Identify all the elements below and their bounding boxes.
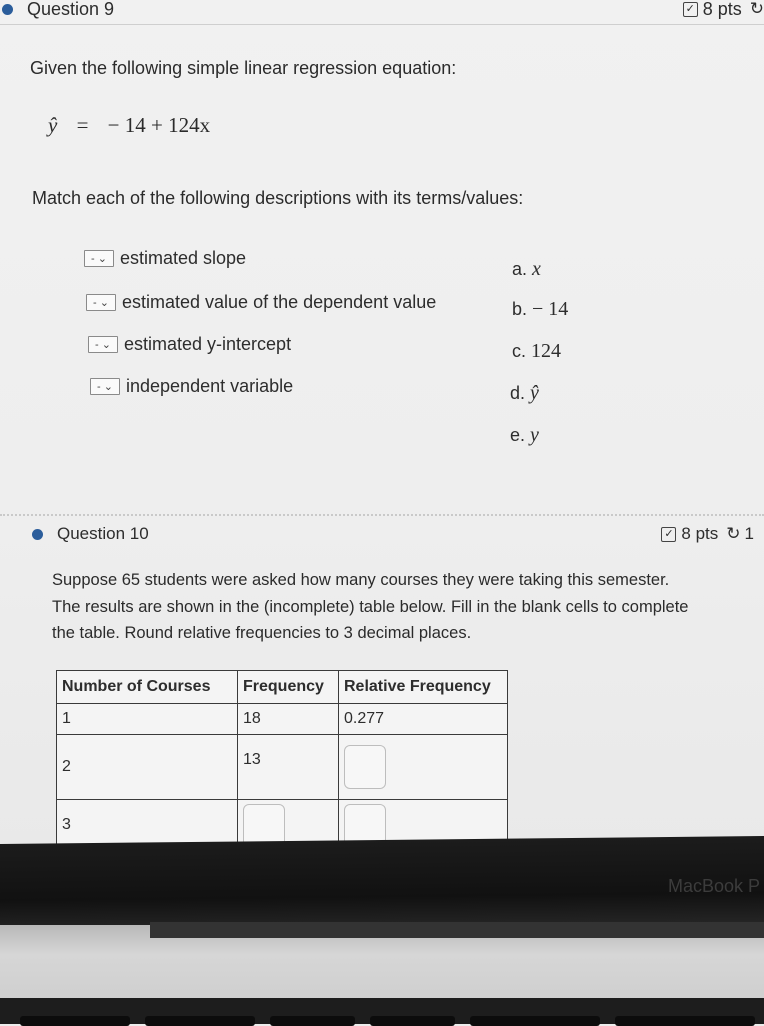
keyboard-key (615, 1016, 755, 1026)
device-brand-label: MacBook P (667, 876, 760, 896)
regression-equation (48, 113, 210, 138)
question-title: Question 10 (57, 524, 149, 543)
courses-cell: 3 (57, 800, 238, 851)
relative-frequency-cell: 0.277 (339, 704, 508, 735)
match-item (86, 292, 436, 313)
equation-equals: = (76, 113, 89, 137)
keyboard-key (470, 1016, 600, 1026)
option-b: b. − 14 (512, 298, 569, 320)
keyboard-key (270, 1016, 355, 1026)
redo-icon[interactable]: ↻ (726, 524, 741, 543)
hinge-shadow (150, 922, 764, 938)
paragraph-line: the table. Round relative frequencies to 3 decimal places. (52, 624, 472, 642)
paragraph-line: The results are shown in the (incomplete) table below. Fill in the blank cells to complete (52, 597, 689, 616)
option-c: c. 124 (512, 340, 562, 362)
relative-frequency-cell (339, 735, 508, 800)
match-item-label: estimated slope (120, 248, 247, 268)
option-e: e. y (510, 424, 539, 446)
redo-icon[interactable]: ↻ (749, 0, 764, 18)
keyboard-key (145, 1016, 255, 1026)
points-value: 8 pts (702, 0, 742, 19)
equation-lhs: ŷ (48, 113, 58, 137)
column-header: Relative Frequency (339, 671, 508, 704)
option-d: d. ŷ (510, 382, 539, 404)
table-row (57, 735, 508, 800)
option-a: a. x (512, 258, 541, 280)
answer-dropdown[interactable]: - ⌄ (84, 250, 114, 267)
equation-rhs: − 14 + 124x (107, 113, 211, 137)
match-item (84, 248, 246, 269)
frequency-cell: 13 (238, 735, 339, 800)
checkbox-icon: ✓ (661, 527, 676, 542)
keyboard-key (370, 1016, 455, 1026)
table-row (57, 704, 508, 735)
answer-dropdown[interactable]: - ⌄ (90, 378, 120, 395)
question-9-header (0, 0, 764, 25)
relative-frequency-input[interactable] (344, 745, 386, 789)
chevron-down-icon: ⌄ (97, 253, 107, 265)
column-header: Frequency (238, 671, 339, 704)
keyboard-key (20, 1016, 130, 1026)
answer-dropdown[interactable]: - ⌄ (88, 336, 118, 353)
match-item-label: independent variable (126, 376, 294, 396)
chevron-down-icon: ⌄ (101, 339, 111, 351)
match-item-label: estimated y-intercept (124, 334, 292, 354)
column-header: Number of Courses (57, 671, 238, 704)
courses-cell: 2 (57, 735, 238, 800)
courses-cell: 1 (57, 704, 238, 735)
question-status-dot (32, 529, 43, 540)
question-paragraph (52, 567, 752, 647)
question-status-dot (2, 4, 13, 15)
chevron-down-icon: ⌄ (103, 381, 113, 393)
paragraph-line: Suppose 65 students were asked how many courses they were taking this semester. (52, 571, 670, 589)
points-label (661, 524, 754, 544)
match-item-label: estimated value of the dependent value (122, 292, 437, 312)
redo-count: 1 (744, 524, 754, 543)
frequency-table (56, 670, 508, 850)
checkbox-icon: ✓ (683, 2, 698, 17)
question-prompt: Given the following simple linear regression equation: (30, 58, 457, 78)
match-item (90, 376, 293, 397)
question-10-header (0, 514, 764, 548)
points-value: 8 pts (681, 524, 719, 543)
frequency-cell: 18 (238, 704, 339, 735)
match-item (88, 334, 291, 355)
answer-dropdown[interactable]: - ⌄ (86, 294, 116, 311)
chevron-down-icon: ⌄ (99, 297, 109, 309)
question-title: Question 9 (27, 0, 115, 19)
match-instruction: Match each of the following descriptions with its terms/values: (32, 188, 524, 208)
points-label (683, 0, 764, 20)
